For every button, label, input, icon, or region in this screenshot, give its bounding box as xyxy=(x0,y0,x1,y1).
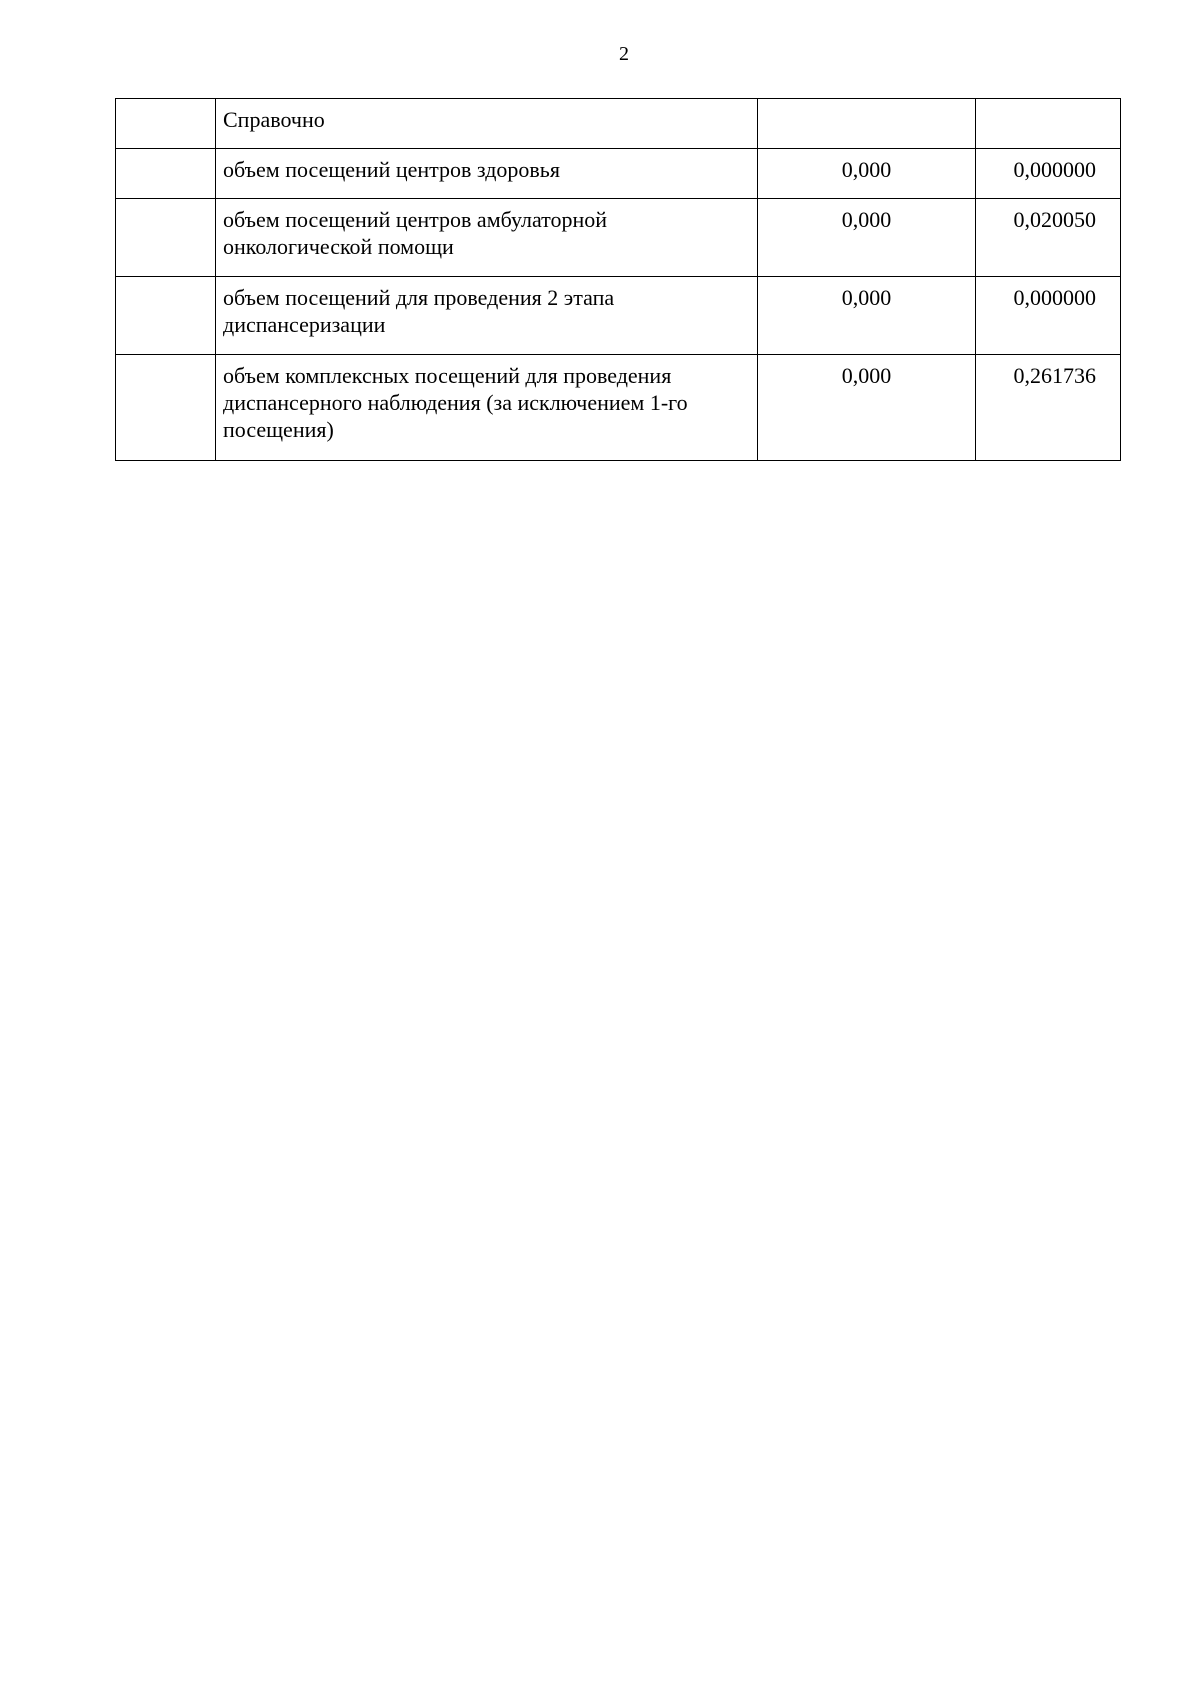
row-label: Справочно xyxy=(216,99,758,149)
row-value-1: 0,000 xyxy=(758,149,976,199)
row-value-2: 0,000000 xyxy=(976,149,1121,199)
table-row xyxy=(116,149,1121,199)
row-value-1: 0,000 xyxy=(758,277,976,355)
table-cell-empty xyxy=(116,149,216,199)
row-value-2: 0,261736 xyxy=(976,355,1121,461)
table-row xyxy=(116,355,1121,461)
row-label: объем посещений центров амбулаторной онкологической помощи xyxy=(216,199,758,277)
table-cell-empty xyxy=(116,99,216,149)
row-label: объем посещений центров здоровья xyxy=(216,149,758,199)
row-value-2 xyxy=(976,99,1121,149)
row-label: объем посещений для проведения 2 этапа диспансеризации xyxy=(216,277,758,355)
row-value-1 xyxy=(758,99,976,149)
row-value-1: 0,000 xyxy=(758,355,976,461)
row-value-2: 0,020050 xyxy=(976,199,1121,277)
table-row xyxy=(116,277,1121,355)
table-row xyxy=(116,99,1121,149)
table-cell-empty xyxy=(116,277,216,355)
table-cell-empty xyxy=(116,199,216,277)
row-value-1: 0,000 xyxy=(758,199,976,277)
table-cell-empty xyxy=(116,355,216,461)
reference-table xyxy=(115,98,1121,461)
row-value-2: 0,000000 xyxy=(976,277,1121,355)
table-row xyxy=(116,199,1121,277)
row-label: объем комплексных посещений для проведения диспансерного наблюдения (за исключением 1-го посещения) xyxy=(216,355,758,461)
page-number: 2 xyxy=(619,43,629,65)
